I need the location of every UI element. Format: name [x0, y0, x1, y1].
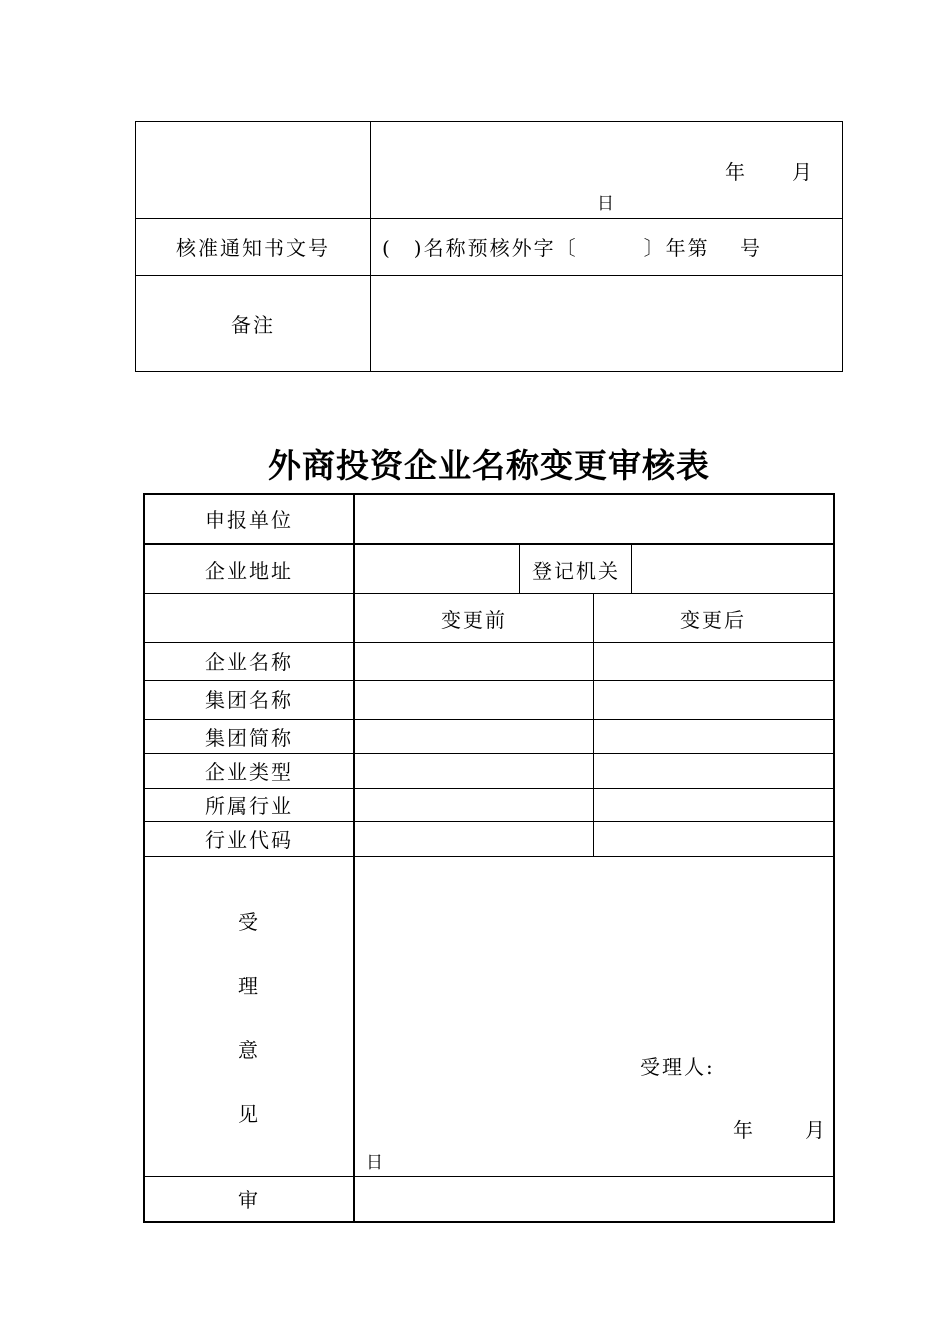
opinion-char: 见 [238, 1102, 260, 1126]
approval-number-label: 核准通知书文号 [176, 236, 330, 260]
registry-label: 登记机关 [532, 559, 620, 583]
remark-label: 备注 [231, 313, 275, 337]
opinion-char: 理 [238, 974, 260, 998]
row-label-industry-code: 行业代码 [205, 828, 293, 852]
opinion-char: 意 [238, 1038, 260, 1062]
row-label-enterprise-type: 企业类型 [205, 760, 293, 784]
row-label-group-name: 集团名称 [205, 688, 293, 712]
form-date-month: 月 [805, 1118, 827, 1142]
row-label-industry: 所属行业 [205, 794, 293, 818]
review-label: 审 [238, 1188, 260, 1212]
form-date-day: 日 [366, 1153, 385, 1173]
after-label: 变更后 [680, 608, 746, 632]
handler-label: 受理人: [640, 1055, 715, 1079]
before-label: 变更前 [441, 608, 507, 632]
top-date-year: 年 [725, 160, 747, 184]
top-date-month: 月 [792, 160, 814, 184]
top-date-day: 日 [597, 194, 616, 214]
approval-number-value: ( )名称预核外字〔 〕年第 号 [382, 236, 762, 260]
row-label-enterprise-name: 企业名称 [205, 650, 293, 674]
row-label-group-short: 集团简称 [205, 726, 293, 750]
form-title: 外商投资企业名称变更审核表 [268, 446, 710, 485]
opinion-char: 受 [238, 910, 260, 934]
form-date-year: 年 [733, 1118, 755, 1142]
applicant-label: 申报单位 [205, 508, 293, 532]
address-label: 企业地址 [205, 559, 293, 583]
